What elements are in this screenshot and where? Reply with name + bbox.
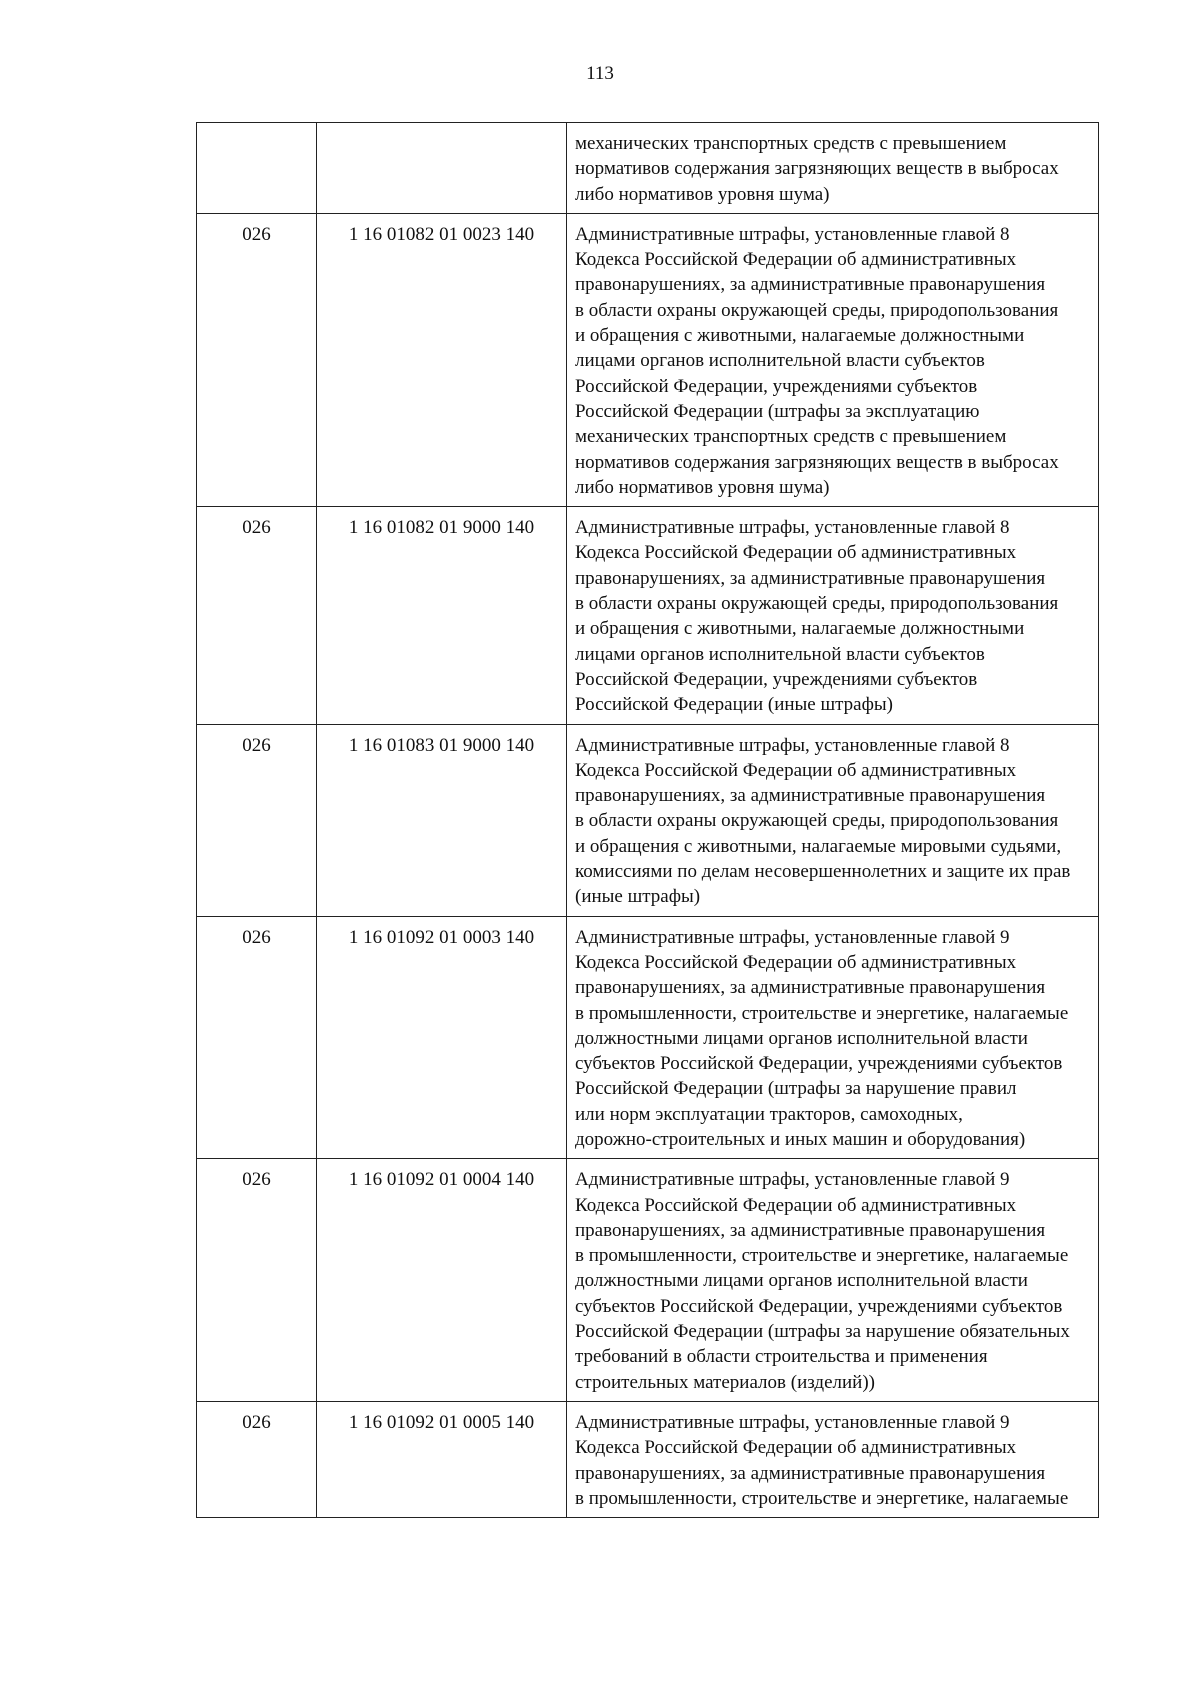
classification-code-cell: 1 16 01083 01 9000 140: [317, 724, 567, 916]
classification-code-cell: 1 16 01092 01 0005 140: [317, 1401, 567, 1517]
classification-code-cell: 1 16 01092 01 0003 140: [317, 916, 567, 1159]
admin-code-cell: [197, 123, 317, 214]
budget-classification-table: [196, 122, 1099, 1518]
table-row: [197, 724, 1099, 916]
description-cell: Административные штрафы, установленные главой 9 Кодекса Российской Федерации об административных правонарушениях, за административные правонарушения в промышленности, строительстве и энергетике, налагаемые должностными лицами органов исполнительной власти субъектов Российской Федерации, учреждениями субъектов Российской Федерации (штрафы за нарушение правил или норм эксплуатации тракторов, самоходных, дорожно-строительных и иных машин и оборудования): [567, 916, 1099, 1159]
description-cell: Административные штрафы, установленные главой 8 Кодекса Российской Федерации об административных правонарушениях, за административные правонарушения в области охраны окружающей среды, природопользования и обращения с животными, налагаемые должностными лицами органов исполнительной власти субъектов Российской Федерации, учреждениями субъектов Российской Федерации (иные штрафы): [567, 507, 1099, 724]
description-cell: Административные штрафы, установленные главой 9 Кодекса Российской Федерации об административных правонарушениях, за административные правонарушения в промышленности, строительстве и энергетике, налагаемые должностными лицами органов исполнительной власти субъектов Российской Федерации, учреждениями субъектов Российской Федерации (штрафы за нарушение обязательных требований в области строительства и применения строительных материалов (изделий)): [567, 1159, 1099, 1402]
table-row: [197, 123, 1099, 214]
admin-code-cell: 026: [197, 916, 317, 1159]
admin-code-cell: 026: [197, 507, 317, 724]
description-cell: Административные штрафы, установленные главой 8 Кодекса Российской Федерации об административных правонарушениях, за административные правонарушения в области охраны окружающей среды, природопользования и обращения с животными, налагаемые должностными лицами органов исполнительной власти субъектов Российской Федерации, учреждениями субъектов Российской Федерации (штрафы за эксплуатацию механических транспортных средств с превышением нормативов содержания загрязняющих веществ в выбросах либо нормативов уровня шума): [567, 213, 1099, 506]
table-row: [197, 1401, 1099, 1517]
description-cell: Административные штрафы, установленные главой 8 Кодекса Российской Федерации об административных правонарушениях, за административные правонарушения в области охраны окружающей среды, природопользования и обращения с животными, налагаемые мировыми судьями, комиссиями по делам несовершеннолетних и защите их прав (иные штрафы): [567, 724, 1099, 916]
admin-code-cell: 026: [197, 724, 317, 916]
description-cell: Административные штрафы, установленные главой 9 Кодекса Российской Федерации об административных правонарушениях, за административные правонарушения в промышленности, строительстве и энергетике, налагаемые: [567, 1401, 1099, 1517]
table-row: [197, 916, 1099, 1159]
table-row: [197, 213, 1099, 506]
table-row: [197, 507, 1099, 724]
classification-code-cell: [317, 123, 567, 214]
description-cell: механических транспортных средств с превышением нормативов содержания загрязняющих веществ в выбросах либо нормативов уровня шума): [567, 123, 1099, 214]
classification-code-cell: 1 16 01092 01 0004 140: [317, 1159, 567, 1402]
classification-code-cell: 1 16 01082 01 0023 140: [317, 213, 567, 506]
table-row: [197, 1159, 1099, 1402]
admin-code-cell: 026: [197, 213, 317, 506]
admin-code-cell: 026: [197, 1159, 317, 1402]
page-number: 113: [586, 63, 614, 84]
admin-code-cell: 026: [197, 1401, 317, 1517]
classification-code-cell: 1 16 01082 01 9000 140: [317, 507, 567, 724]
